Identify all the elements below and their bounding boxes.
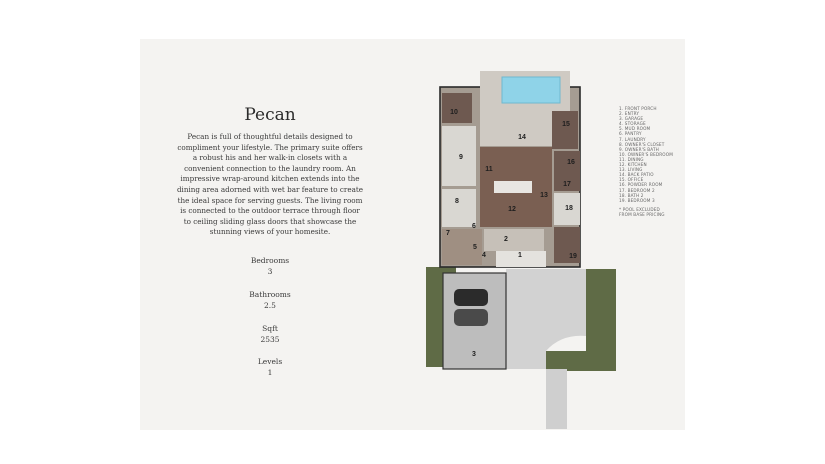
stat-value: 3 bbox=[267, 266, 273, 276]
stat-levels bbox=[140, 357, 400, 378]
room-number: 4 bbox=[482, 252, 486, 259]
kitchen-island bbox=[494, 181, 532, 193]
legend-item: 17. BEDROOM 2 bbox=[619, 187, 655, 193]
legend-item: 6. PANTRY bbox=[619, 131, 642, 137]
room-number: 17 bbox=[563, 181, 571, 188]
legend-item: 7. LAUNDRY bbox=[619, 136, 646, 142]
legend-note: FROM BASE PRICING bbox=[619, 211, 665, 217]
legend-item: 8. OWNER'S CLOSET bbox=[619, 141, 665, 147]
room-owners-bedroom bbox=[442, 93, 472, 123]
legend-item: 3. GARAGE bbox=[619, 116, 644, 122]
legend-item: 1. FRONT PORCH bbox=[619, 106, 657, 111]
room-legend bbox=[619, 106, 689, 217]
stat-value: 1 bbox=[267, 367, 273, 377]
car-icon bbox=[454, 289, 488, 306]
room-number: 2 bbox=[504, 236, 508, 243]
floor-plan-illustration bbox=[426, 51, 616, 431]
room-number: 11 bbox=[485, 166, 493, 173]
room-number: 18 bbox=[565, 205, 573, 212]
legend-item: 9. OWNER'S BATH bbox=[619, 146, 659, 152]
legend-item: 5. MUD ROOM bbox=[619, 126, 651, 132]
room-number: 13 bbox=[540, 192, 548, 199]
legend-item: 10. OWNER'S BEDROOM bbox=[619, 151, 673, 157]
plan-description: Pecan is full of thoughtful details designed to compliment your lifestyle. The primary suite offers a robust his and her walk-in closets with a convenient connection to the laundry room. An impressive wrap-around kitchen extends into the dining area adorned with wet bar feature to create the ideal space for serving guests. The living room is connected to the outdoor terrace through floor to ceiling sliding glass doors that showcase the stunning views of your homesite. bbox=[176, 132, 364, 237]
stat-label: Bedrooms bbox=[250, 256, 290, 265]
room-entry bbox=[484, 229, 544, 251]
pool bbox=[502, 77, 560, 103]
room-laundry bbox=[442, 189, 476, 227]
room-number: 10 bbox=[450, 109, 458, 116]
room-number: 15 bbox=[562, 121, 570, 128]
room-number: 14 bbox=[518, 134, 526, 141]
room-number: 1 bbox=[518, 252, 522, 259]
room-number: 12 bbox=[508, 206, 516, 213]
legend-item: 2. ENTRY bbox=[619, 111, 640, 117]
legend-note: * POOL EXCLUDED bbox=[619, 206, 660, 212]
room-number: 19 bbox=[569, 253, 577, 260]
legend-item: 4. STORAGE bbox=[619, 121, 646, 127]
stat-label: Levels bbox=[257, 357, 283, 366]
lawn-front bbox=[586, 269, 616, 351]
legend-item: 19. BEDROOM 3 bbox=[619, 197, 655, 203]
legend-item: 13. LIVING bbox=[619, 167, 643, 173]
legend-item: 15. OFFICE bbox=[619, 177, 644, 183]
legend-item: 16. POWDER ROOM bbox=[619, 182, 663, 188]
room-number: 8 bbox=[455, 198, 459, 205]
car-icon bbox=[454, 309, 488, 326]
legend-item: 14. BACK PATIO bbox=[619, 172, 654, 178]
stat-sqft bbox=[140, 324, 400, 345]
room-office bbox=[552, 111, 578, 149]
room-number: 16 bbox=[567, 159, 575, 166]
stat-value: 2535 bbox=[260, 334, 280, 344]
stat-label: Sqft bbox=[262, 324, 278, 333]
room-number: 6 bbox=[472, 223, 476, 230]
driveway-apron bbox=[546, 369, 567, 429]
room-number: 7 bbox=[446, 230, 450, 237]
legend-item: 11. DINING bbox=[619, 156, 644, 162]
lawn-right bbox=[546, 351, 616, 371]
legend-item: 12. KITCHEN bbox=[619, 162, 647, 168]
stat-bedrooms bbox=[140, 256, 400, 277]
plan-title: Pecan bbox=[244, 105, 296, 125]
room-number: 9 bbox=[459, 154, 463, 161]
stat-bathrooms bbox=[140, 290, 400, 311]
stat-label: Bathrooms bbox=[249, 290, 291, 299]
legend-item: 18. BATH 2 bbox=[619, 192, 644, 198]
room-number: 5 bbox=[473, 244, 477, 251]
room-number: 3 bbox=[472, 351, 476, 358]
floorplan-page bbox=[140, 39, 685, 430]
stat-value: 2.5 bbox=[264, 300, 276, 310]
